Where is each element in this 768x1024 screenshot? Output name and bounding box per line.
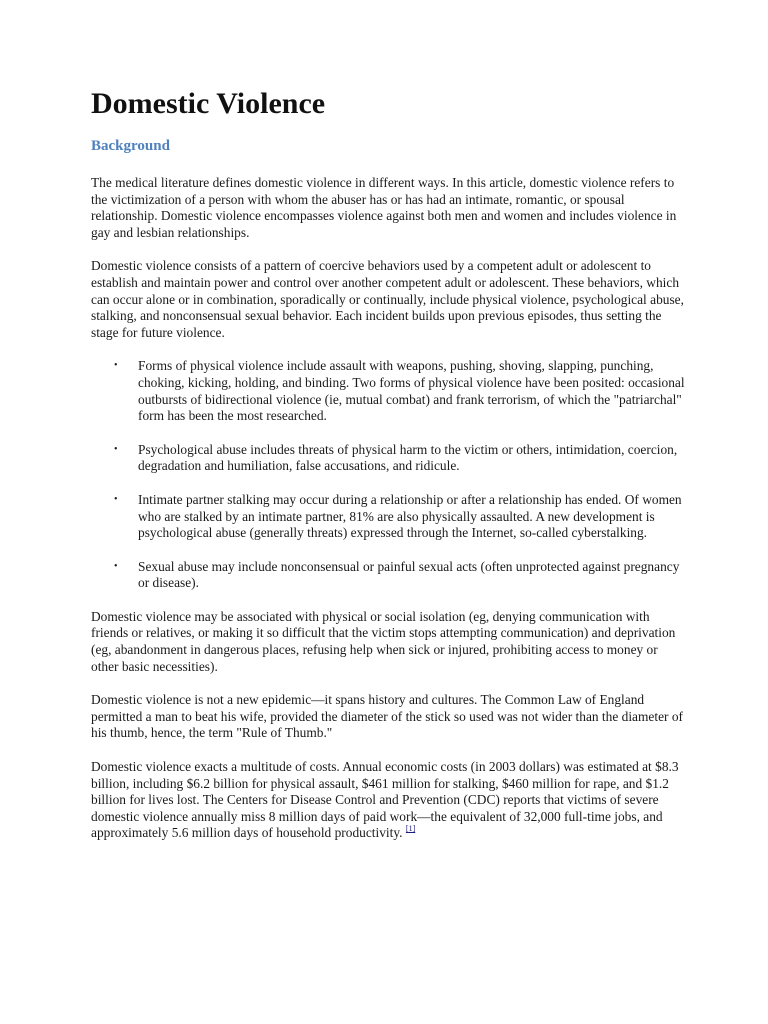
list-item-text: Sexual abuse may include nonconsensual or painful sexual acts (often unprotected against pregnancy or disease). (138, 558, 680, 591)
paragraph-costs-text: Domestic violence exacts a multitude of costs. Annual economic costs (in 2003 dollars) was estimated at $8.3 billion, including $6.2 billion for physical assault, $461 million for stalking, $460 million for rape, and $1.2 billion for lives lost. The Centers for Disease Control and Prevention (CDC) reports that victims of severe domestic violence annually miss 8 million days of paid work—the equivalent of 32,000 full-time jobs, and approximately 5.6 million days of household productivity. (91, 759, 679, 841)
paragraph-coercive-behaviors: Domestic violence consists of a pattern of coercive behaviors used by a competent adult or adolescent to establish and maintain power and control over another competent adult or adolescent. These behaviors, which can occur alone or in combination, sporadically or continually, include physical violence, psychological abuse, stalking, and nonconsensual sexual behavior. Each incident builds upon previous episodes, thus setting the stage for future violence. (91, 258, 684, 340)
list-item-physical-violence (114, 358, 686, 424)
bullet-icon: • (114, 360, 118, 372)
list-item-sexual-abuse (114, 558, 686, 592)
footnote-link[interactable]: [1] (405, 824, 416, 834)
paragraph-isolation: Domestic violence may be associated with physical or social isolation (eg, denying communication with friends or relatives, or making it so difficult that the victim stops attempting communication) and deprivation (eg, abandonment in dangerous places, refusing help when sick or injured, prohibiting access to money or other basic necessities). (91, 608, 676, 674)
list-item-text: Psychological abuse includes threats of physical harm to the victim or others, intimidation, coercion, degradation and humiliation, false accusations, and ridicule. (138, 441, 678, 474)
list-item-psychological-abuse (114, 441, 686, 475)
bullet-icon: • (114, 493, 118, 505)
abuse-forms-list (91, 358, 686, 592)
footnote-reference (406, 824, 415, 833)
section-heading-background: Background (91, 138, 170, 154)
list-item-text: Intimate partner stalking may occur during a relationship or after a relationship has ended. Of women who are stalked by an intimate partner, 81% are also physically assaulted. A new development is psychological abuse (generally threats) expressed through the Internet, so-called cyberstalking. (138, 491, 682, 541)
list-item-stalking (114, 491, 686, 542)
paragraph-history: Domestic violence is not a new epidemic—it spans history and cultures. The Common Law of England permitted a man to beat his wife, provided the diameter of the stick so used was not wider than the diameter of his thumb, hence, the term "Rule of Thumb." (91, 692, 683, 741)
list-item-text: Forms of physical violence include assault with weapons, pushing, shoving, slapping, punching, choking, kicking, holding, and binding. Two forms of physical violence have been posited: occasional outbursts of bidirectional violence (ie, mutual combat) and frank terrorism, of which the "patriarchal" form has been the most researched. (138, 358, 685, 424)
bullet-icon: • (114, 560, 118, 572)
page-title: Domestic Violence (91, 87, 326, 120)
paragraph-costs (91, 759, 686, 842)
paragraph-definition: The medical literature defines domestic violence in different ways. In this article, domestic violence refers to the victimization of a person with whom the abuser has or has had an intimate, romantic, or spousal relationship. Domestic violence encompasses violence against both men and women and includes violence in gay and lesbian relationships. (91, 175, 677, 240)
article-body (91, 175, 686, 859)
bullet-icon: • (114, 443, 118, 455)
